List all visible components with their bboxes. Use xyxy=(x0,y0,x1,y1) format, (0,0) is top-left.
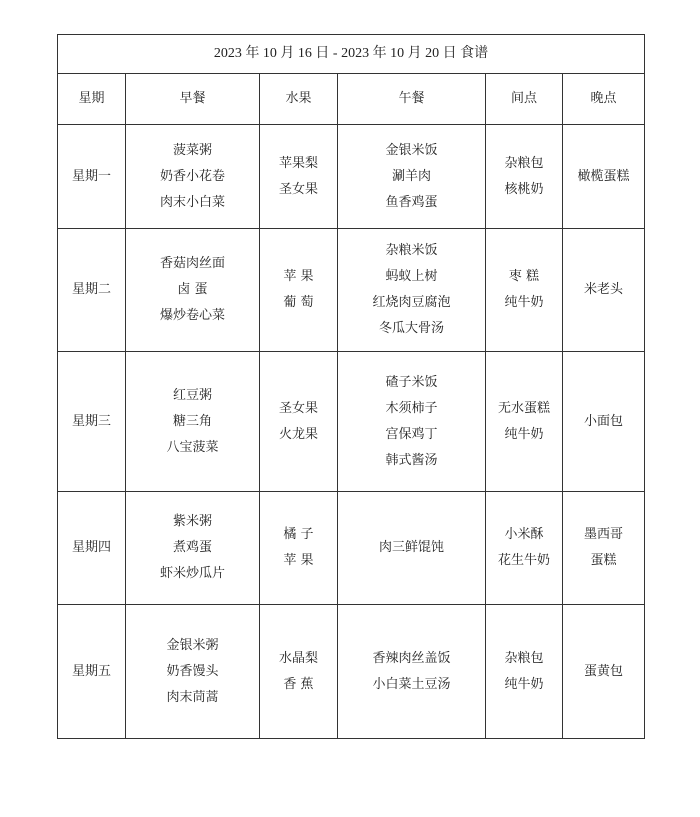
menu-item: 糖三角 xyxy=(172,413,212,429)
menu-item: 香 蕉 xyxy=(283,676,314,692)
menu-item: 煮鸡蛋 xyxy=(172,540,212,555)
menu-item: 肉三鲜馄饨 xyxy=(378,540,444,555)
menu-item: 小面包 xyxy=(584,413,624,429)
header-row xyxy=(58,74,645,125)
menu-item: 杂粮米饭 xyxy=(385,243,438,258)
menu-item: 涮羊肉 xyxy=(391,168,431,184)
menu-item: 小米酥 xyxy=(504,527,544,542)
lunch-cell xyxy=(338,352,486,492)
breakfast-cell xyxy=(126,492,260,605)
breakfast-cell xyxy=(126,229,260,352)
menu-item: 卤 蛋 xyxy=(177,282,208,297)
header-breakfast: 早餐 xyxy=(126,74,260,125)
menu-item: 米老头 xyxy=(584,282,624,297)
dinner-cell xyxy=(563,492,645,605)
dinner-cell xyxy=(563,352,645,492)
header-snack: 间点 xyxy=(486,74,563,125)
menu-item: 水晶梨 xyxy=(278,650,318,666)
breakfast-cell xyxy=(126,352,260,492)
fruit-cell xyxy=(260,605,338,739)
menu-item: 苹 果 xyxy=(283,269,314,284)
menu-item: 杂粮包 xyxy=(504,155,544,171)
day-cell: 星期二 xyxy=(58,229,126,352)
menu-item: 红豆粥 xyxy=(172,387,212,403)
menu-item: 碴子米饭 xyxy=(385,374,438,390)
snack-cell xyxy=(486,492,563,605)
fruit-cell xyxy=(260,125,338,229)
menu-item: 蛋黄包 xyxy=(584,663,624,679)
header-fruit: 水果 xyxy=(260,74,338,125)
dinner-cell xyxy=(563,605,645,739)
menu-item: 无水蛋糕 xyxy=(497,400,550,416)
menu-item: 枣 糕 xyxy=(508,269,540,284)
menu-item: 八宝菠菜 xyxy=(166,439,219,455)
menu-item: 鱼香鸡蛋 xyxy=(385,194,438,210)
menu-item: 虾米炒瓜片 xyxy=(159,566,225,581)
table-row xyxy=(58,492,645,605)
dinner-cell xyxy=(563,229,645,352)
snack-cell xyxy=(486,605,563,739)
breakfast-cell xyxy=(126,605,260,739)
menu-item: 花生牛奶 xyxy=(497,553,550,568)
menu-item: 紫米粥 xyxy=(172,514,212,529)
snack-cell xyxy=(486,352,563,492)
menu-item: 金银米饭 xyxy=(385,142,438,158)
snack-cell xyxy=(486,125,563,229)
fruit-cell xyxy=(260,229,338,352)
weekly-menu-table xyxy=(57,34,645,739)
lunch-cell xyxy=(338,492,486,605)
menu-item: 肉末小白菜 xyxy=(159,194,225,210)
menu-item: 纯牛奶 xyxy=(504,676,544,692)
table-row xyxy=(58,352,645,492)
menu-item: 肉末茼蒿 xyxy=(166,689,219,705)
menu-item: 韩式酱汤 xyxy=(385,452,438,468)
menu-item: 葡 萄 xyxy=(283,295,314,310)
menu-item: 苹 果 xyxy=(283,553,314,568)
menu-item: 橄榄蛋糕 xyxy=(577,168,630,184)
menu-item: 蛋糕 xyxy=(590,553,617,568)
table-row xyxy=(58,125,645,229)
menu-item: 墨西哥 xyxy=(584,527,624,542)
table-row xyxy=(58,229,645,352)
menu-item: 菠菜粥 xyxy=(172,142,212,158)
menu-item: 蚂蚁上树 xyxy=(385,269,438,284)
day-cell: 星期一 xyxy=(58,125,126,229)
menu-item: 小白菜土豆汤 xyxy=(372,676,451,692)
day-cell: 星期四 xyxy=(58,492,126,605)
snack-cell xyxy=(486,229,563,352)
menu-item: 红烧肉豆腐泡 xyxy=(372,295,451,310)
lunch-cell xyxy=(338,229,486,352)
day-cell: 星期三 xyxy=(58,352,126,492)
header-lunch: 午餐 xyxy=(338,74,486,125)
menu-item: 纯牛奶 xyxy=(504,426,544,442)
menu-item: 橘 子 xyxy=(283,527,314,542)
header-day: 星期 xyxy=(58,74,126,125)
table-row xyxy=(58,605,645,739)
lunch-cell xyxy=(338,125,486,229)
day-cell: 星期五 xyxy=(58,605,126,739)
breakfast-cell xyxy=(126,125,260,229)
menu-item: 纯牛奶 xyxy=(504,295,544,310)
menu-title: 2023 年 10 月 16 日 - 2023 年 10 月 20 日 食谱 xyxy=(58,35,645,74)
menu-item: 核桃奶 xyxy=(504,181,544,197)
header-dinner: 晚点 xyxy=(563,74,645,125)
menu-item: 杂粮包 xyxy=(504,650,544,666)
lunch-cell xyxy=(338,605,486,739)
menu-item: 香菇肉丝面 xyxy=(159,256,225,271)
menu-item: 奶香小花卷 xyxy=(159,168,225,184)
menu-item: 爆炒卷心菜 xyxy=(159,308,225,323)
menu-item: 木须柿子 xyxy=(385,400,438,416)
fruit-cell xyxy=(260,492,338,605)
dinner-cell xyxy=(563,125,645,229)
fruit-cell xyxy=(260,352,338,492)
menu-item: 冬瓜大骨汤 xyxy=(378,321,444,336)
menu-item: 奶香馒头 xyxy=(166,663,219,679)
menu-item: 火龙果 xyxy=(278,426,318,442)
menu-item: 苹果梨 xyxy=(278,155,318,171)
menu-item: 圣女果 xyxy=(278,181,318,197)
menu-item: 香辣肉丝盖饭 xyxy=(372,650,451,666)
menu-item: 金银米粥 xyxy=(166,637,219,653)
menu-item: 圣女果 xyxy=(278,400,318,416)
menu-item: 宫保鸡丁 xyxy=(385,426,438,442)
